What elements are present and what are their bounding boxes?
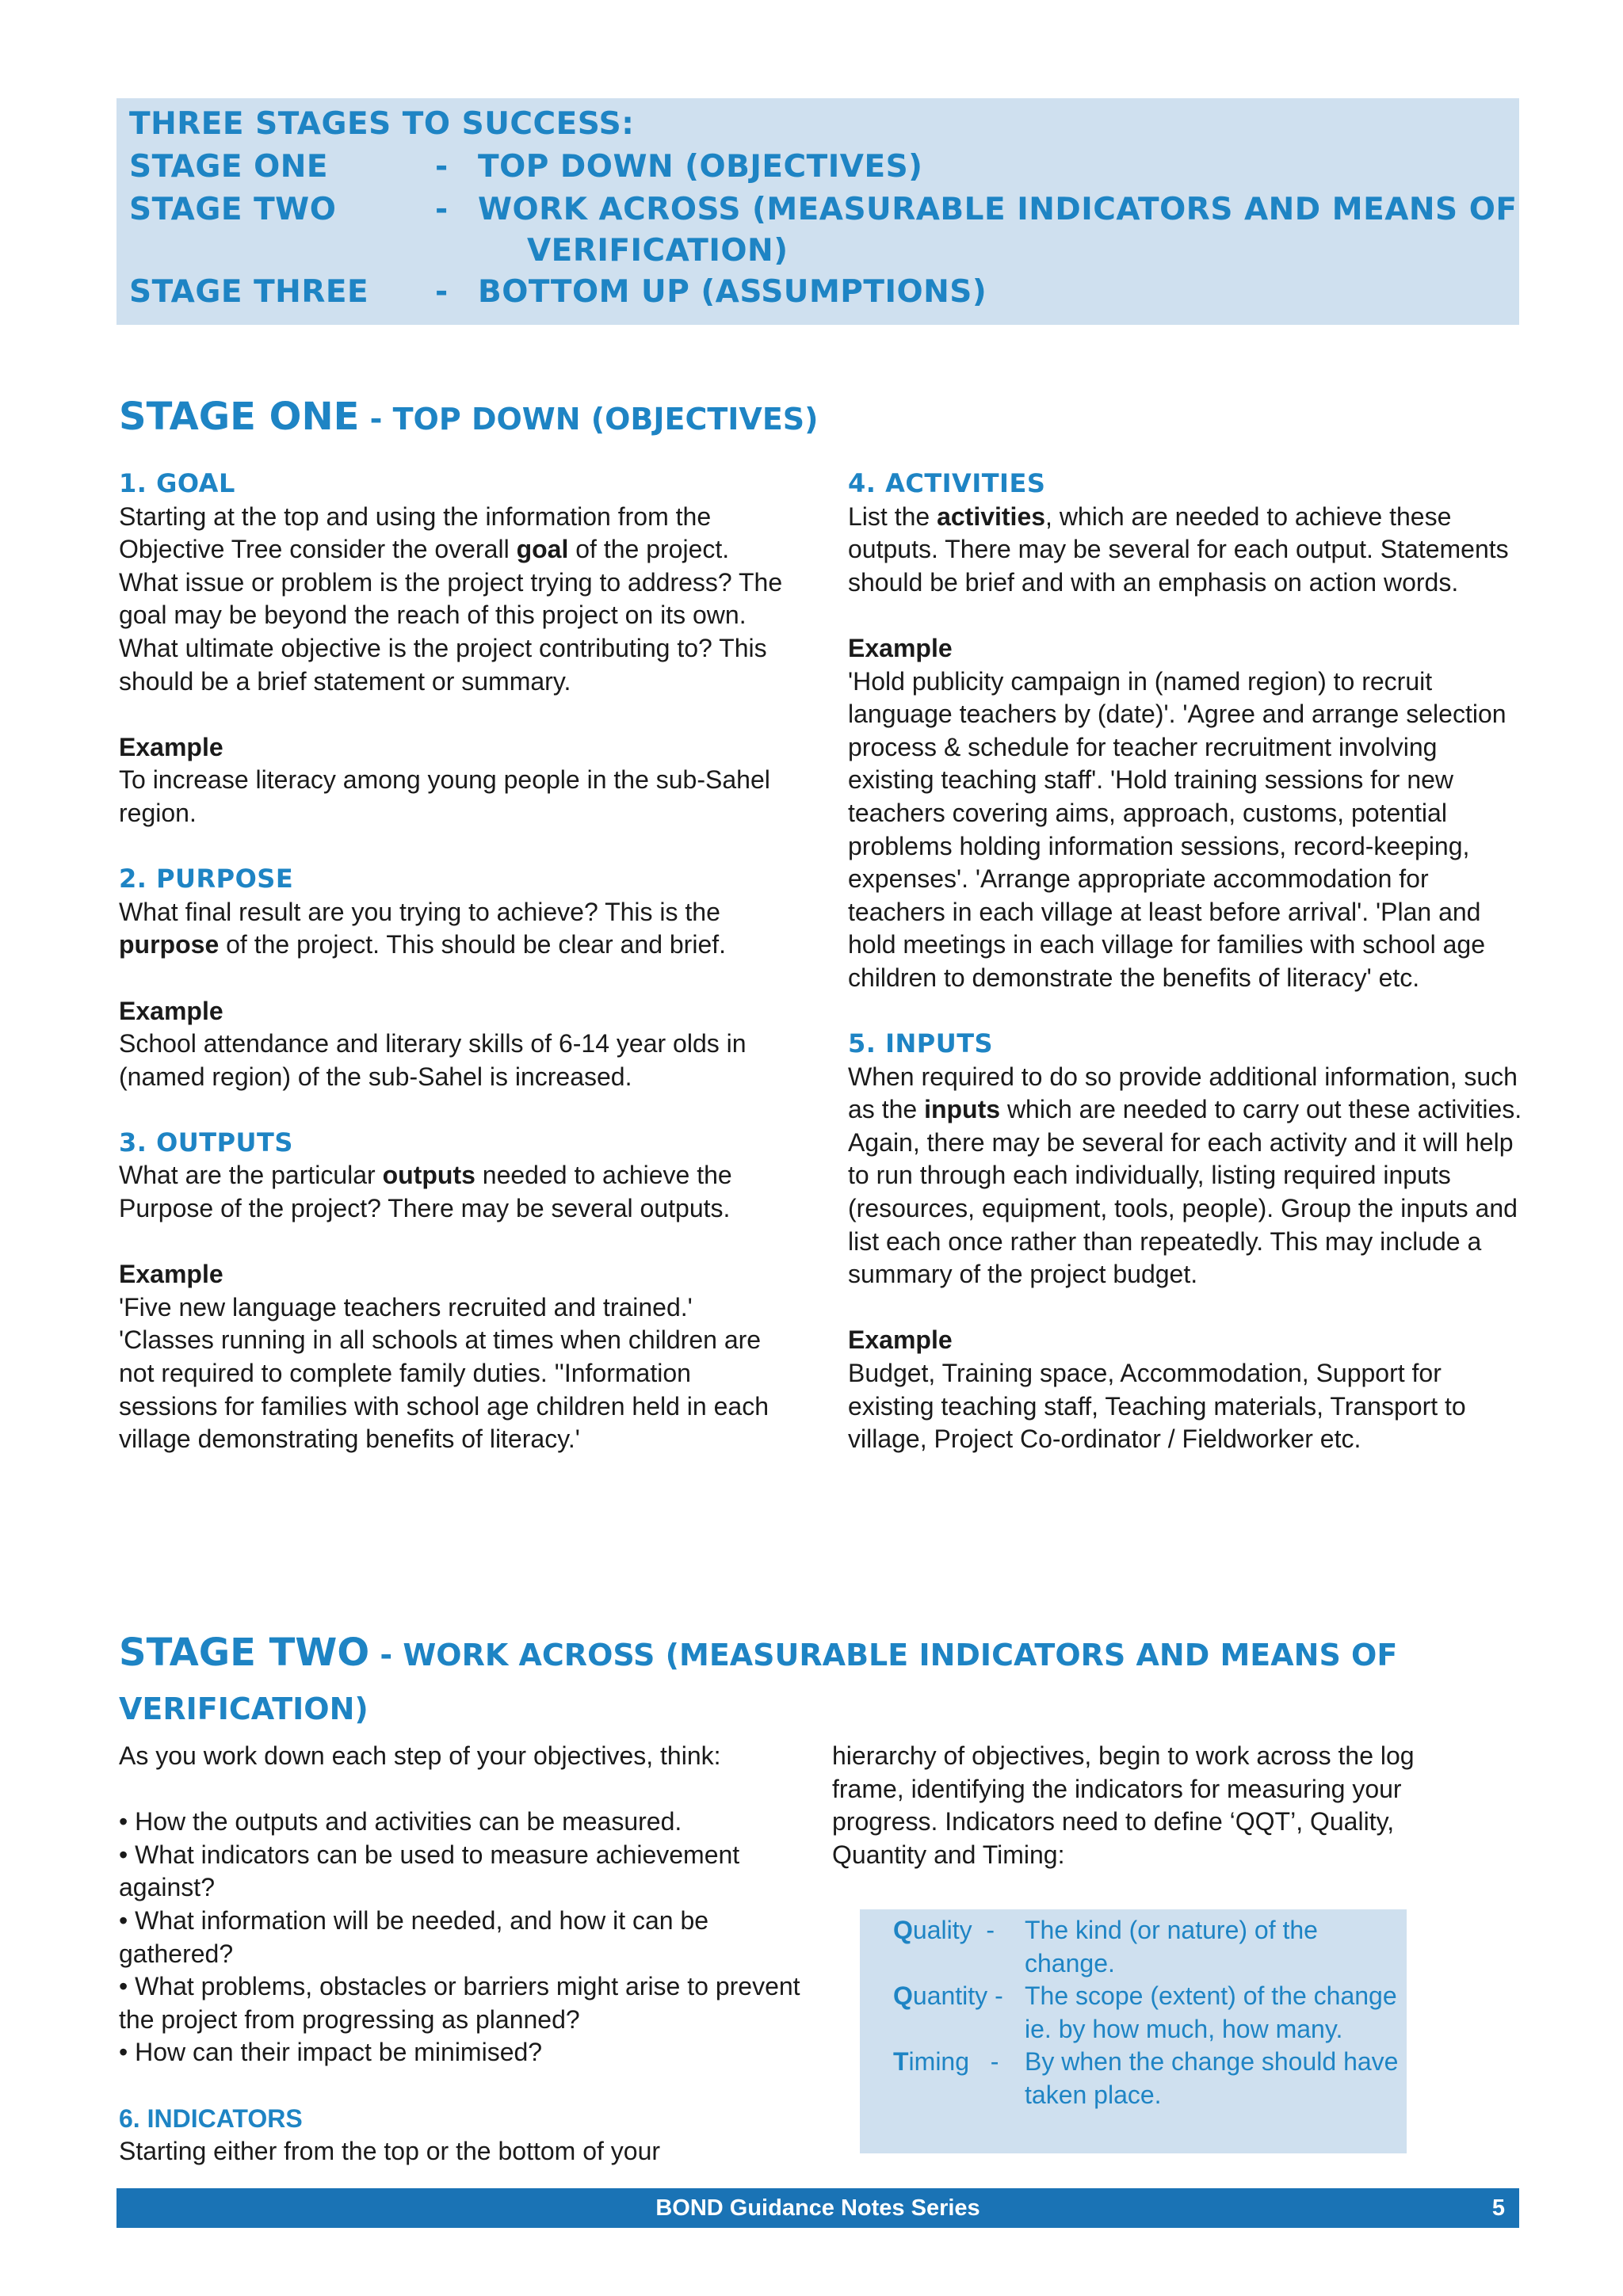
- activities-example-label: Example: [848, 633, 953, 662]
- outputs-heading: 3. OUTPUTS: [119, 1127, 293, 1158]
- outputs-text: What are the particular outputs needed to achieve the Purpose of the project? There may be several outputs.: [119, 1161, 732, 1223]
- inputs-heading: 5. INPUTS: [848, 1028, 994, 1059]
- purpose-example-text: School attendance and literary skills of 6-14 year olds in (named region) of the sub-Sahel is increased.: [119, 1029, 747, 1091]
- bullet-item: • What indicators can be used to measure achievement against?: [119, 1840, 740, 1902]
- qqt-quantity: Quantity - The scope (extent) of the change ie. by how much, how many.: [893, 1981, 1397, 2043]
- goal-heading: 1. GOAL: [119, 468, 235, 498]
- stages-summary-box: THREE STAGES TO SUCCESS: STAGE ONE - TOP DOWN (OBJECTIVES) STAGE TWO - WORK ACROSS (MEASURABLE INDICATORS AND MEANS OF VERIFICATION) STAGE THREE - BOTTOM UP (ASSUMPTIONS): [116, 98, 1519, 325]
- purpose-heading: 2. PURPOSE: [119, 864, 294, 894]
- bullet-item: • What information will be needed, and how it can be gathered?: [119, 1905, 709, 1968]
- stage-two-heading: STAGE TWO - WORK ACROSS (MEASURABLE INDICATORS AND MEANS OF VERIFICATION): [119, 1630, 1398, 1726]
- inputs-example-label: Example: [848, 1325, 953, 1355]
- footer-bar: [116, 2188, 1519, 2228]
- goal-example-label: Example: [119, 732, 223, 761]
- activities-example-text: 'Hold publicity campaign in (named region) to recruit language teachers by (date)'. 'Agree and arrange selection process & schedule for teacher recruitment involving existing teaching staff'. 'Hold training sessions for new teachers covering aims, approach, customs, potential problems holding information sessions, record-keeping, expenses'. 'Arrange appropriate accommodation for teachers in each village at least before arrival'. 'Plan and hold meetings in each village for families with school age children to demonstrate the benefits of literacy' etc.: [848, 666, 1507, 992]
- inputs-text: When required to do so provide additional information, such as the inputs which are needed to carry out these activities. Again, there may be several for each activity and it will help to run through each individually, listing required inputs (resources, equipment, tools, people). Group the inputs and list each once rather than repeatedly. This may include a summary of the project budget.: [848, 1062, 1522, 1289]
- indicators-text: Starting either from the top or the bottom of your: [119, 2137, 661, 2166]
- outputs-example-label: Example: [119, 1260, 223, 1289]
- inputs-example-text: Budget, Training space, Accommodation, Support for existing teaching staff, Teaching materials, Transport to village, Project Co-ordinator / Fieldworker etc.: [848, 1359, 1466, 1454]
- qqt-box: [860, 1909, 1407, 2153]
- qqt-timing: Timing - By when the change should have taken place.: [893, 2047, 1399, 2109]
- stage-two-left-column: [119, 1740, 808, 2168]
- purpose-example-label: Example: [119, 996, 223, 1025]
- stage-two-right-column: [832, 1740, 1490, 1871]
- bullet-item: • What problems, obstacles or barriers might arise to prevent the project from progressing as planned?: [119, 1972, 800, 2034]
- purpose-text: What final result are you trying to achieve? This is the purpose of the project. This should be clear and brief.: [119, 897, 727, 959]
- outputs-example-text: 'Five new language teachers recruited and trained.' 'Classes running in all schools at times when children are not required to complete family duties. ''Information sessions for families with school age children held in each village demonstrating benefits of literacy.': [119, 1292, 769, 1454]
- bullet-item: • How the outputs and activities can be measured.: [119, 1807, 682, 1836]
- qqt-quality: Quality - The kind (or nature) of the change.: [893, 1916, 1318, 1978]
- stage-one-heading: STAGE ONE - TOP DOWN (OBJECTIVES): [119, 395, 819, 439]
- activities-heading: 4. ACTIVITIES: [848, 468, 1046, 498]
- goal-text: Starting at the top and using the information from the Objective Tree consider the overall goal of the project. What issue or problem is the project trying to address? The goal may be beyond the reach of this project on its own. What ultimate objective is the project contributing to? This should be a brief statement or summary.: [119, 502, 783, 696]
- page-number: 5: [1491, 2195, 1505, 2221]
- bullet-item: • How can their impact be minimised?: [119, 2038, 543, 2067]
- footer-series-title: BOND Guidance Notes Series: [655, 2195, 980, 2221]
- indicators-continued-text: hierarchy of objectives, begin to work across the log frame, identifying the indicators for measuring your progress. Indicators need to define ‘QQT’, Quality, Quantity and Timing:: [832, 1741, 1415, 1869]
- goal-example-text: To increase literacy among young people in the sub-Sahel region.: [119, 765, 770, 827]
- stage-one-right-column: [848, 467, 1529, 1456]
- indicators-heading: 6. INDICATORS: [119, 2103, 303, 2133]
- stage-two-intro: As you work down each step of your objectives, think:: [119, 1741, 721, 1770]
- activities-text: List the activities, which are needed to achieve these outputs. There may be several for each output. Statements should be brief and with an emphasis on action words.: [848, 502, 1509, 597]
- stage-one-left-column: [119, 467, 792, 1456]
